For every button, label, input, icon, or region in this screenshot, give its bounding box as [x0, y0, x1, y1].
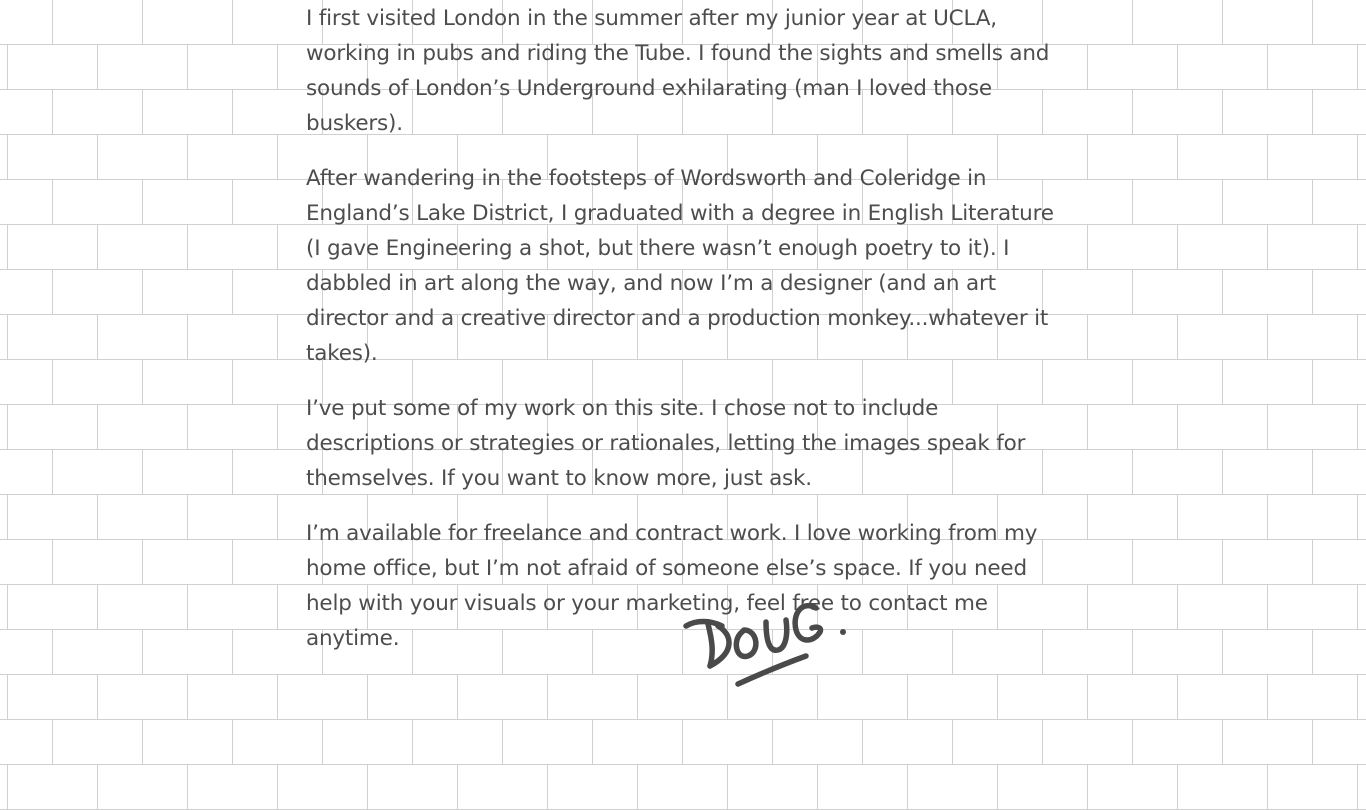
about-paragraph-availability: I’m available for freelance and contract work. I love working from my home office, but I’m not afraid of someone else’s space. If you need help with your visuals or your marketing, feel free to contact me anytime.	[306, 521, 1038, 651]
about-text	[306, 0, 1066, 676]
about-paragraph-education: After wandering in the footsteps of Wordsworth and Coleridge in England’s Lake District, I graduated with a degree in English Literature (I gave Engineering a shot, but there wasn’t enough poetry to it). I dabbled in art along the way, and now I’m a designer (and an art director and a creative director and a production monkey...whatever it takes).	[306, 166, 1054, 366]
about-paragraph-work: I’ve put some of my work on this site. I chose not to include descriptions or strategies or rationales, letting the images speak for themselves. If you want to know more, just ask.	[306, 396, 1026, 491]
signature-text: DOUG.	[680, 590, 684, 591]
about-paragraph-london: I first visited London in the summer after my junior year at UCLA, working in pubs and riding the Tube. I found the sights and smells and sounds of London’s Underground exhilarating (man I loved those buskers).	[306, 6, 1050, 136]
signature-doug	[680, 590, 855, 690]
